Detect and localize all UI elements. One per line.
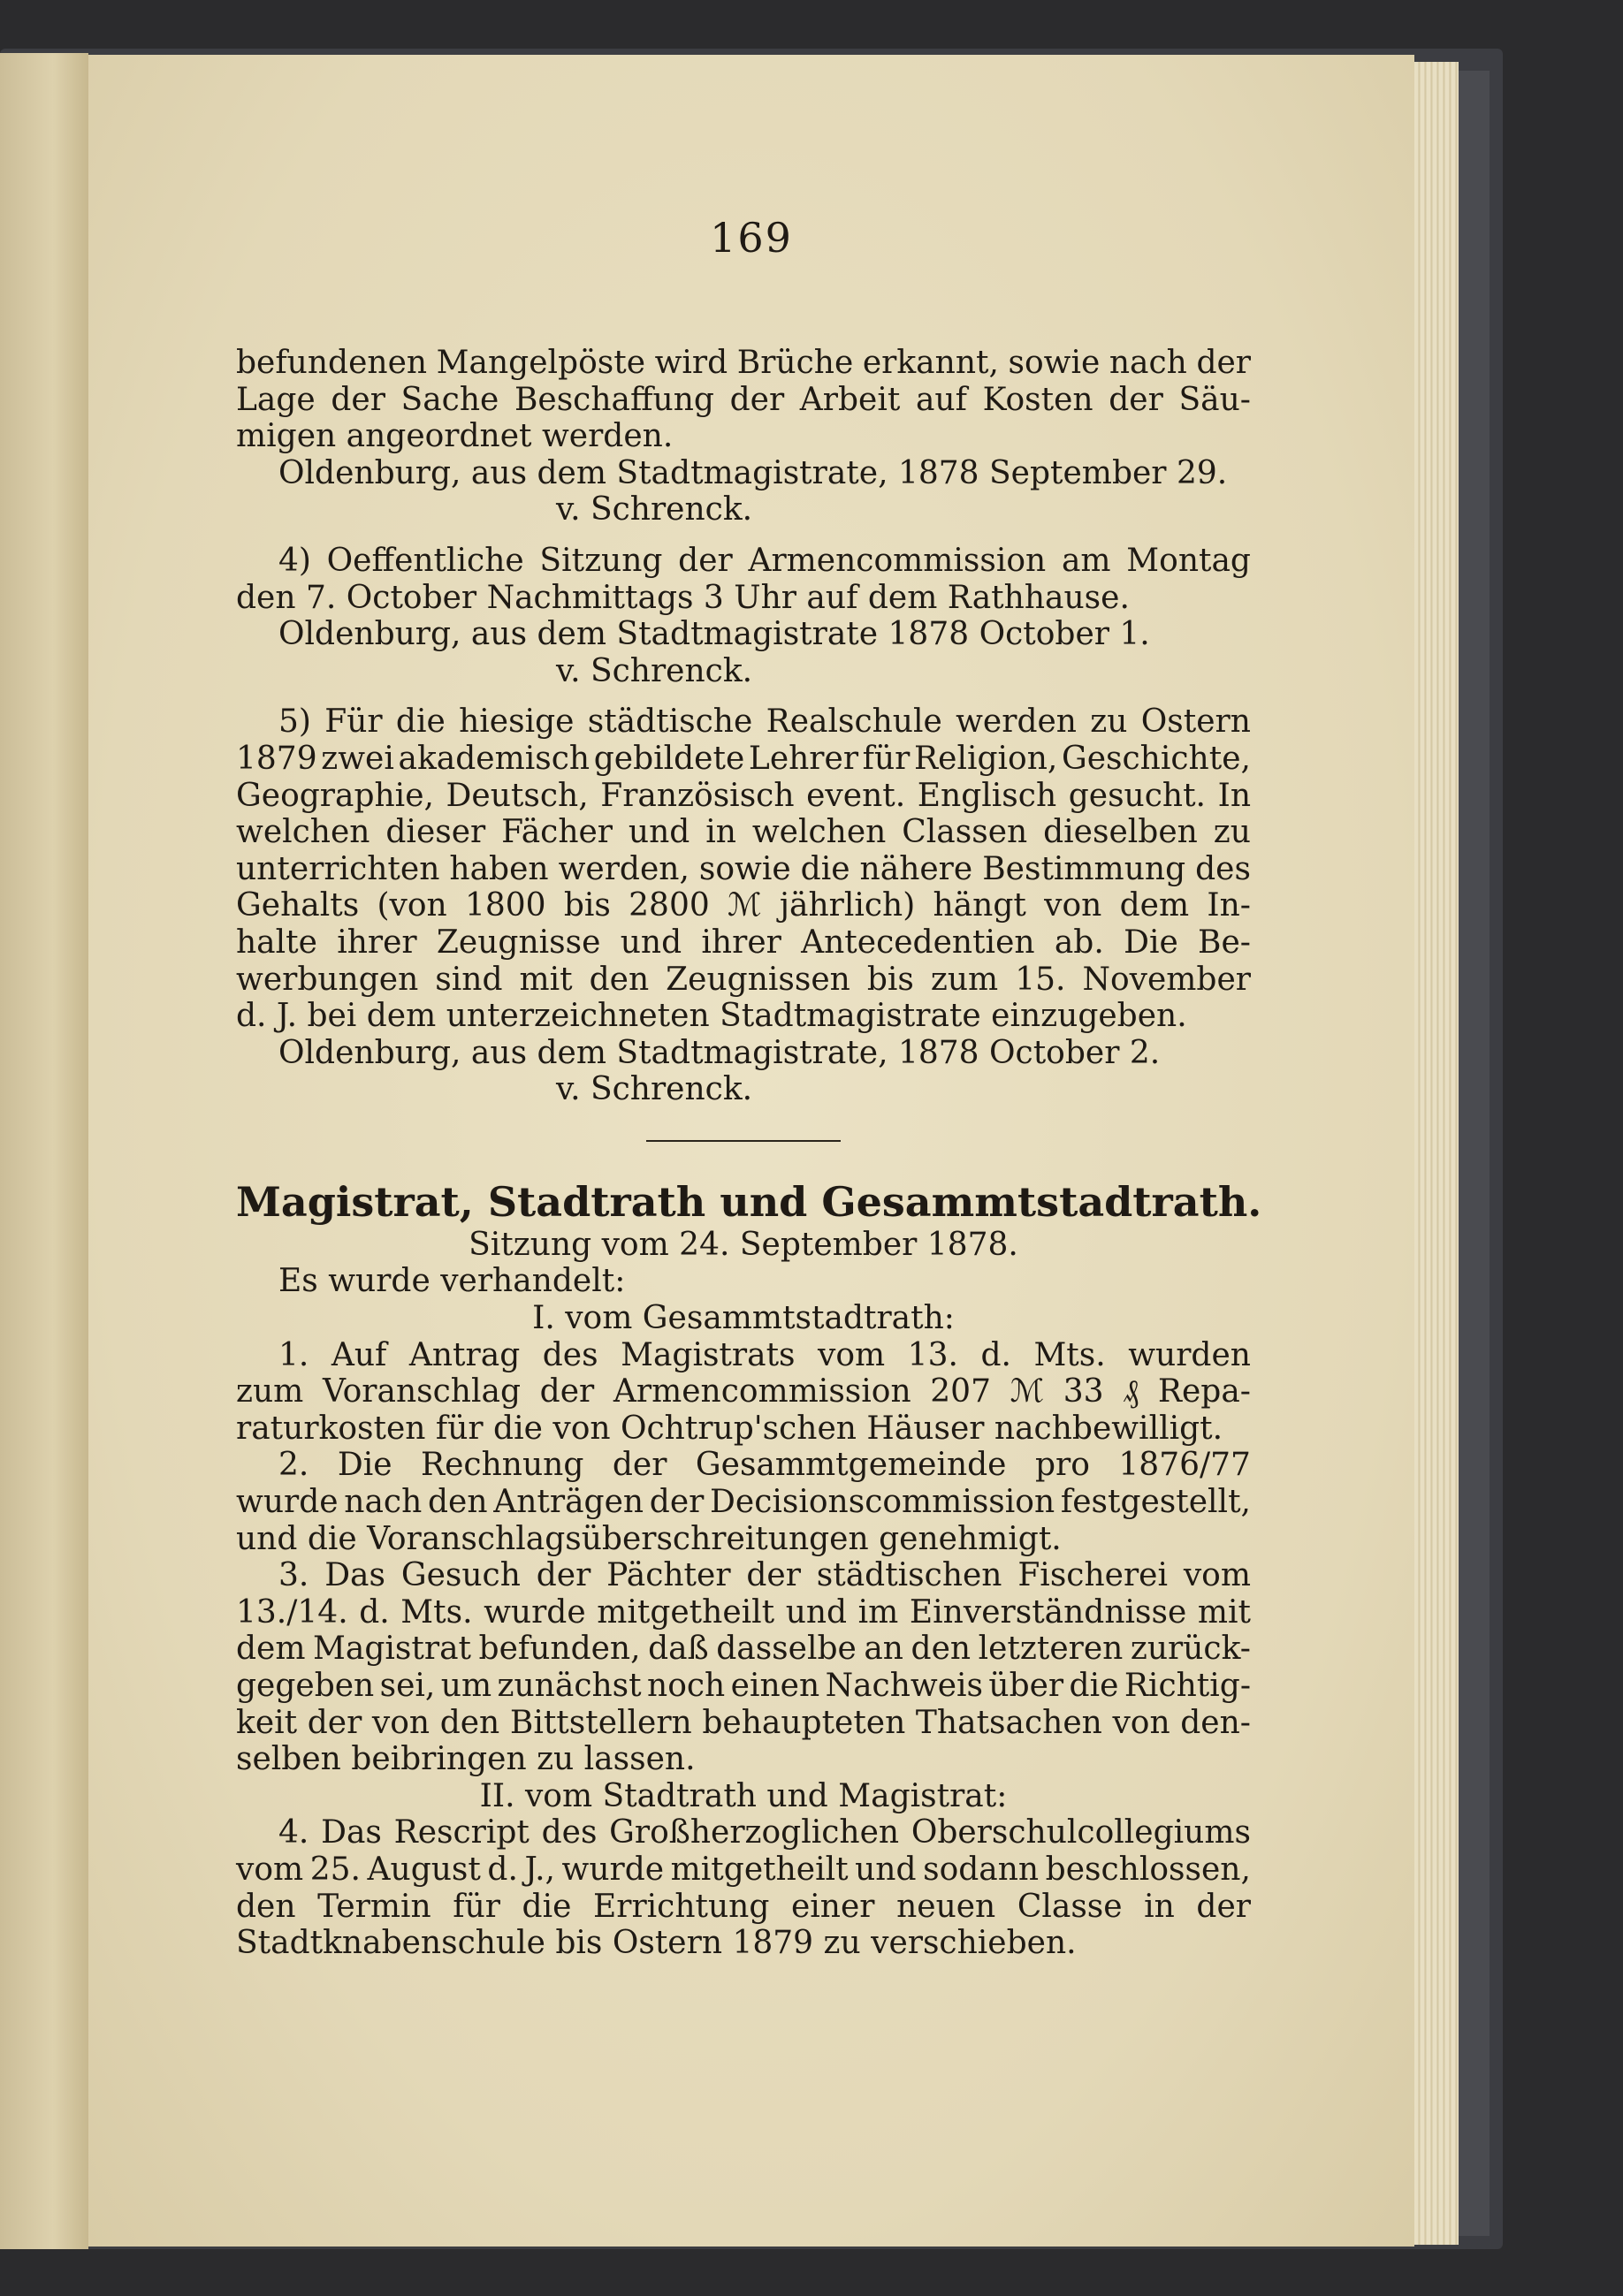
word: Zeugnisse <box>436 924 601 961</box>
word: Mts. <box>400 1593 473 1631</box>
word: Religion, <box>914 740 1058 777</box>
word: zu <box>1090 703 1128 741</box>
word: 13. <box>907 1336 958 1373</box>
word: Rescript <box>393 1814 530 1851</box>
text-line <box>236 778 1251 815</box>
word: an <box>864 1631 903 1668</box>
signature: v. Schrenck. <box>556 491 753 528</box>
word: zum <box>930 961 999 998</box>
word: von <box>371 1704 431 1741</box>
word: mit <box>1197 1593 1251 1631</box>
word: hiesige <box>459 703 575 741</box>
word: gegeben <box>236 1668 375 1704</box>
word: Geschichte, <box>1061 740 1251 777</box>
word: wird <box>654 345 728 381</box>
word: den- <box>1180 1704 1251 1741</box>
word: Großherzoglichen <box>609 1814 900 1851</box>
word: Ostern <box>1140 703 1251 741</box>
word: Das <box>324 1557 385 1594</box>
word: 1876/77 <box>1118 1447 1251 1484</box>
word: einen <box>730 1668 820 1704</box>
text-line <box>236 1373 1251 1410</box>
word: Repa- <box>1157 1373 1251 1410</box>
word: des <box>542 1336 598 1373</box>
word: Bestimmung <box>982 850 1186 887</box>
word: Armencommission <box>613 1373 911 1410</box>
word: und <box>785 1593 848 1631</box>
word: zum <box>236 1373 304 1410</box>
word: von <box>1044 887 1102 924</box>
word: nähere <box>859 850 973 887</box>
word: der <box>612 1447 667 1484</box>
word: Be- <box>1198 924 1251 961</box>
word: Die <box>1124 924 1178 961</box>
signature: v. Schrenck. <box>556 1071 753 1108</box>
word: dem <box>1119 887 1190 924</box>
text-line <box>236 1668 1251 1705</box>
word: der <box>1196 345 1251 381</box>
word: 33 <box>1063 1373 1104 1410</box>
word: wurden <box>1128 1336 1251 1373</box>
word: in <box>1144 1888 1175 1925</box>
word: der <box>307 1704 362 1741</box>
place-date: Oldenburg, aus dem Stadtmagistrate, 1878 September 29. <box>278 454 1228 491</box>
word: der <box>649 1484 705 1521</box>
word: über <box>988 1668 1064 1704</box>
word: zu <box>1213 814 1251 851</box>
word: sodann <box>923 1851 1040 1888</box>
word: (von <box>377 887 447 924</box>
word: J., <box>524 1851 555 1888</box>
word: vom <box>818 1336 886 1373</box>
word: 1800 <box>464 887 546 924</box>
word: Einverständnisse <box>909 1593 1187 1631</box>
word: Brüche <box>736 345 854 381</box>
word: der <box>678 542 733 579</box>
word: Montag <box>1126 542 1251 579</box>
word: hängt <box>933 887 1026 924</box>
word: den <box>236 1888 296 1925</box>
word: die <box>1069 1668 1119 1704</box>
word: Beschaffung <box>514 381 714 418</box>
word: 2. <box>278 1447 309 1484</box>
place-date: Oldenburg, aus dem Stadtmagistrate 1878 October 1. <box>278 616 1150 653</box>
word: der <box>729 381 785 418</box>
word: zwei <box>321 740 394 777</box>
word: zunächst <box>497 1668 642 1704</box>
cover-edge <box>1459 71 1490 2236</box>
word: Anträgen <box>493 1484 644 1521</box>
word: bis <box>866 961 914 998</box>
word: für <box>862 740 911 777</box>
word: Kosten <box>982 381 1093 418</box>
word: um <box>440 1668 492 1704</box>
word: und <box>628 814 690 851</box>
text-line <box>236 1337 1251 1374</box>
word: akademisch <box>398 740 591 777</box>
word: nach <box>344 1484 423 1521</box>
word: Thatsachen <box>915 1704 1102 1741</box>
word: daß <box>648 1631 709 1668</box>
word: wurde <box>561 1851 665 1888</box>
word: werden, <box>558 850 690 887</box>
word: Antrag <box>408 1336 521 1373</box>
word: dem <box>236 1631 306 1668</box>
word: Realschule <box>766 703 942 741</box>
word: werden <box>956 703 1077 741</box>
book-page <box>88 55 1414 2247</box>
word: die <box>800 850 850 887</box>
text-line <box>236 1484 1251 1521</box>
word: d. <box>359 1593 390 1631</box>
word: Das <box>321 1814 382 1851</box>
word: in <box>705 814 736 851</box>
word: Voranschlag <box>322 1373 522 1410</box>
left-page-edge <box>0 53 88 2249</box>
word: den <box>439 1704 500 1741</box>
word: unterrichten <box>236 850 440 887</box>
word: zurück- <box>1130 1631 1251 1668</box>
word: Magistrat <box>313 1631 471 1668</box>
word: Richtig- <box>1124 1668 1251 1704</box>
word: ab. <box>1054 924 1104 961</box>
word: pro <box>1034 1447 1090 1484</box>
text-line <box>236 543 1251 580</box>
text-line: migen angeordnet werden. <box>236 418 674 455</box>
session-date: Sitzung vom 24. September 1878. <box>469 1226 1018 1263</box>
text-line: selben beibringen zu lassen. <box>236 1741 696 1778</box>
word: und <box>620 924 682 961</box>
word: August <box>367 1851 481 1888</box>
word: festgestellt, <box>1060 1484 1251 1521</box>
word: halte <box>236 924 317 961</box>
word: sowie <box>698 850 791 887</box>
word: mitgetheilt <box>597 1593 775 1631</box>
text-line <box>236 962 1251 999</box>
word: Arbeit <box>799 381 901 418</box>
text-line <box>236 1705 1251 1742</box>
word: event. <box>806 777 906 814</box>
text-line <box>236 345 1251 382</box>
word: mit <box>519 961 573 998</box>
page-number: 169 <box>710 214 793 262</box>
word: vom <box>236 1851 304 1888</box>
word: Gesammtgemeinde <box>695 1447 1007 1484</box>
word: Magistrats <box>621 1336 796 1373</box>
text-line <box>236 741 1251 778</box>
word: Rechnung <box>421 1447 584 1484</box>
intro-line: Es wurde verhandelt: <box>278 1263 626 1300</box>
text-line <box>236 703 1251 741</box>
word: 207 <box>930 1373 991 1410</box>
word: erkannt, <box>862 345 999 381</box>
text-line <box>236 1594 1251 1631</box>
word: Oberschulcollegiums <box>911 1814 1251 1851</box>
place-date: Oldenburg, aus dem Stadtmagistrate, 1878 October 2. <box>278 1034 1161 1071</box>
word: Pächter <box>606 1557 731 1594</box>
text-line <box>236 382 1251 419</box>
text-line: den 7. October Nachmittags 3 Uhr auf dem Rathhause. <box>236 579 1130 616</box>
text-line <box>236 1851 1251 1889</box>
word: Sache <box>400 381 499 418</box>
word: der <box>746 1557 801 1594</box>
word: 2800 <box>629 887 710 924</box>
text-line: d. J. bei dem unterzeichneten Stadtmagistrate einzugeben. <box>236 998 1187 1035</box>
word: sowie <box>1008 345 1101 381</box>
word: 4) <box>278 542 311 579</box>
word: gesucht. <box>1068 777 1206 814</box>
word: haben <box>449 850 549 887</box>
word: Englisch <box>917 777 1057 814</box>
word: ℳ <box>1010 1373 1045 1410</box>
word: dieselben <box>1043 814 1198 851</box>
word: keit <box>236 1704 298 1741</box>
text-line <box>236 1814 1251 1851</box>
text-line <box>236 1631 1251 1668</box>
word: 4. <box>278 1814 309 1851</box>
word: welchen <box>236 814 370 851</box>
word: Sitzung <box>539 542 663 579</box>
word: Mangelpöste <box>436 345 645 381</box>
word: der <box>1109 381 1163 418</box>
text-line <box>236 924 1251 962</box>
word: für <box>453 1888 500 1925</box>
word: letzteren <box>978 1631 1124 1668</box>
word: am <box>1061 542 1111 579</box>
word: städtische <box>587 703 753 741</box>
text-line: Stadtknabenschule bis Ostern 1879 zu verschieben. <box>236 1925 1077 1962</box>
word: welchen <box>751 814 887 851</box>
word: ihrer <box>701 924 781 961</box>
word: der <box>536 1557 591 1594</box>
word: den <box>911 1631 972 1668</box>
word: dasselbe <box>716 1631 857 1668</box>
word: Bittstellern <box>509 1704 692 1741</box>
word: befunden, <box>478 1631 641 1668</box>
word: Errichtung <box>592 1888 770 1925</box>
word: im <box>857 1593 899 1631</box>
word: ₰ <box>1123 1373 1139 1410</box>
word: vom <box>1183 1557 1251 1594</box>
word: Säu- <box>1178 381 1251 418</box>
text-line <box>236 1447 1251 1484</box>
word: dieser <box>385 814 486 851</box>
word: die <box>522 1888 572 1925</box>
word: Französisch <box>600 777 795 814</box>
word: einer <box>790 1888 875 1925</box>
word: Gesuch <box>400 1557 521 1594</box>
text-line <box>236 814 1251 851</box>
word: 1. <box>278 1336 309 1373</box>
word: sind <box>435 961 503 998</box>
word: Armencommission <box>748 542 1047 579</box>
word: Für <box>324 703 383 741</box>
word: 15. <box>1015 961 1066 998</box>
word: In <box>1217 777 1251 814</box>
word: d. <box>980 1336 1011 1373</box>
text-line: und die Voranschlagsüberschreitungen genehmigt. <box>236 1520 1062 1557</box>
word: städtischen <box>816 1557 1002 1594</box>
word: 25. <box>309 1851 361 1888</box>
text-line <box>236 1889 1251 1926</box>
word: 1879 <box>236 740 317 777</box>
word: des <box>541 1814 598 1851</box>
word: von <box>1112 1704 1170 1741</box>
word: den <box>427 1484 488 1521</box>
word: bis <box>563 887 611 924</box>
text-line <box>236 851 1251 888</box>
word: des <box>1195 850 1251 887</box>
word: der <box>539 1373 595 1410</box>
signature: v. Schrenck. <box>556 652 753 689</box>
section-heading: Magistrat, Stadtrath und Gesammtstadtrath. <box>236 1177 1262 1226</box>
word: Oeffentliche <box>326 542 524 579</box>
word: und <box>855 1851 917 1888</box>
word: auf <box>915 381 967 418</box>
word: der <box>331 381 385 418</box>
word: Fischerei <box>1017 1557 1168 1594</box>
text-line <box>236 887 1251 924</box>
word: Lehrer <box>748 740 859 777</box>
word: Zeugnissen <box>666 961 850 998</box>
word: 13./14. <box>236 1593 348 1631</box>
word: November <box>1082 961 1251 998</box>
word: Decisionscommission <box>710 1484 1055 1521</box>
text-line: raturkosten für die von Ochtrup'schen Häuser nachbewilligt. <box>236 1410 1223 1447</box>
page-stack-edges <box>1414 62 1459 2245</box>
word: Lage <box>236 381 316 418</box>
word: nach <box>1109 345 1187 381</box>
word: Auf <box>331 1336 387 1373</box>
word: gebildete <box>593 740 745 777</box>
word: Termin <box>317 1888 431 1925</box>
word: Classe <box>1017 1888 1123 1925</box>
word: Deutsch, <box>446 777 589 814</box>
word: Gehalts <box>236 887 360 924</box>
word: sei, <box>379 1668 436 1704</box>
word: ℳ <box>728 887 762 924</box>
word: wurde <box>484 1593 586 1631</box>
subsection-heading: I. vom Gesammtstadtrath: <box>532 1300 955 1337</box>
page-text <box>236 345 1262 1962</box>
word: Classen <box>902 814 1028 851</box>
word: noch <box>647 1668 726 1704</box>
word: neuen <box>896 1888 996 1925</box>
word: mitgetheilt <box>670 1851 849 1888</box>
word: Die <box>337 1447 392 1484</box>
word: werbungen <box>236 961 419 998</box>
word: der <box>1196 1888 1251 1925</box>
word: Antecedentien <box>801 924 1035 961</box>
word: Fächer <box>501 814 613 851</box>
word: Geographie, <box>236 777 434 814</box>
word: 5) <box>278 703 311 741</box>
word: behaupteten <box>702 1704 906 1741</box>
word: die <box>395 703 446 741</box>
section-divider <box>646 1140 841 1142</box>
subsection-heading: II. vom Stadtrath und Magistrat: <box>479 1777 1008 1814</box>
word: Mts. <box>1033 1336 1106 1373</box>
text-line <box>236 1557 1251 1594</box>
word: d. <box>487 1851 518 1888</box>
word: In- <box>1207 887 1251 924</box>
word: wurde <box>236 1484 339 1521</box>
word: jährlich) <box>779 887 916 924</box>
word: beschlossen, <box>1045 1851 1251 1888</box>
word: den <box>589 961 650 998</box>
word: ihrer <box>337 924 417 961</box>
word: befundenen <box>236 345 428 381</box>
word: Nachweis <box>825 1668 983 1704</box>
word: 3. <box>278 1557 309 1594</box>
